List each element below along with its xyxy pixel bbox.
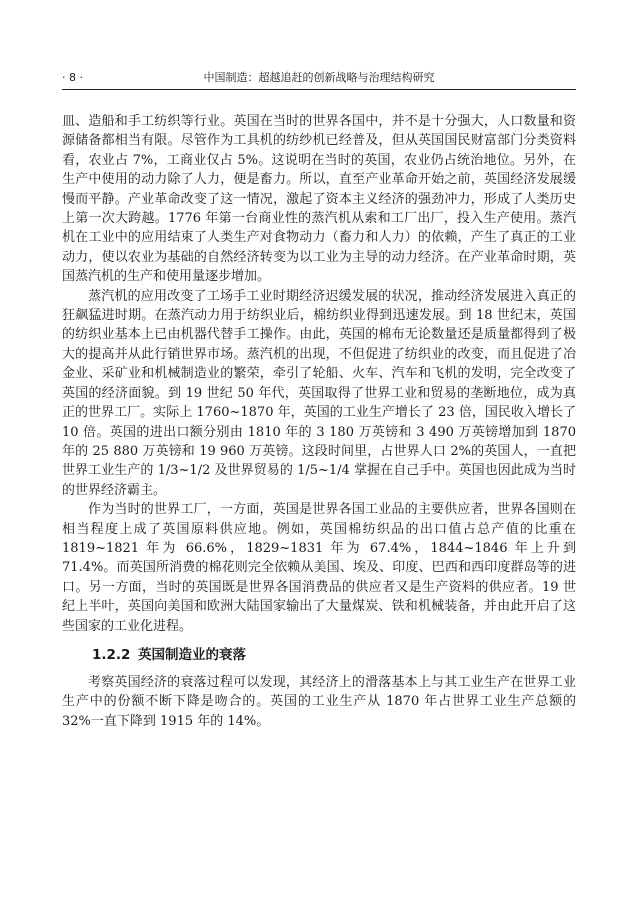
page-number: · 8 · — [62, 71, 83, 84]
paragraph-continued: 皿、造船和手工纺织等行业。英国在当时的世界各国中，并不是十分强大，人口数量和资源储备都相当有限。尽管作为工具机的纺纱机已经普及，但从英国国民财富部门分类资料看，农业占 7%，工商业仅占 5%。这说明在当时的英国，农业仍占统治地位。另外，在生产中使用的动力除了人力，便是畜力。所以，直至产业革命开始之前，英国经济发展缓慢而平静。产业革命改变了这一情况，激起了资本主义经济的强劲冲力，形成了人类历史上第一次大跨越。1776 年第一台商业性的蒸汽机从索和工厂出厂，投入生产使用。蒸汽机在工业中的应用结束了人类生产对食物动力（畜力和人力）的依赖，产生了真正的工业动力，使以农业为基础的自然经济转变为以工业为主导的动力经济。在产业革命时期，英国蒸汽机的生产和使用量逐步增加。 — [62, 114, 576, 285]
paragraph-world-factory: 作为当时的世界工厂，一方面，英国是世界各国工业品的主要供应者，世界各国则在相当程度上成了英国原料供应地。例如，英国棉纺织品的出口值占总产值的比重在 1819~1821 年为 66.6%，1829~1831 年为 67.4%，1844~1846 年上升到 71.4%。而英国所消费的棉花则完全依赖从美国、埃及、印度、巴西和西印度群岛等的进口。另一方面，当时的英国既是世界各国消费品的供应者又是生产资料的供应者。19 世纪上半叶，英国向美国和欧洲大陆国家输出了大量煤炭、铁和机械装备，并由此开启了这些国家的工业化进程。 — [62, 502, 576, 634]
section-title: 英国制造业的衰落 — [138, 646, 246, 663]
running-title: 中国制造：超越追赶的创新战略与治理结构研究 — [203, 71, 435, 84]
section-number: 1.2.2 — [92, 646, 131, 663]
page-header — [62, 69, 576, 90]
paragraph-steam-engine: 蒸汽机的应用改变了工场手工业时期经济迟缓发展的状况，推动经济发展进入真正的狂飙猛进时期。在蒸汽动力用于纺织业后，棉纺织业得到迅速发展。到 18 世纪末，英国的纺织业基本上已由机器代替手工操作。由此，英国的棉布无论数量还是质量都得到了极大的提高并从此行销世界市场。蒸汽机的出现，不但促进了纺织业的改变，而且促进了冶金业、采矿业和机械制造业的繁荣，牵引了轮船、火车、汽车和飞机的发明，完全改变了英国的经济面貌。到 19 世纪 50 年代，英国取得了世界工业和贸易的垄断地位，成为真正的世界工厂。实际上 1760~1870 年，英国的工业生产增长了 23 倍，国民收入增长了 10 倍。英国的进出口额分别由 1810 年的 3 180 万英镑和 3 490 万英镑增加到 1870 年的 25 880 万英镑和 19 960 万英镑。这段时间里，占世界人口 2%的英国人，一直把世界工业生产的 1/3~1/2 及世界贸易的 1/5~1/4 掌握在自己手中。英国也因此成为当时的世界经济霸主。 — [62, 288, 576, 498]
section-heading — [62, 645, 576, 665]
body-text — [62, 112, 576, 731]
paragraph-decline: 考察英国经济的衰落过程可以发现，其经济上的滑落基本上与其工业生产在世界工业生产中的份额不断下降是吻合的。英国的工业生产从 1870 年占世界工业生产总额的 32%一直下降到 1915 年的 14%。 — [62, 674, 576, 729]
